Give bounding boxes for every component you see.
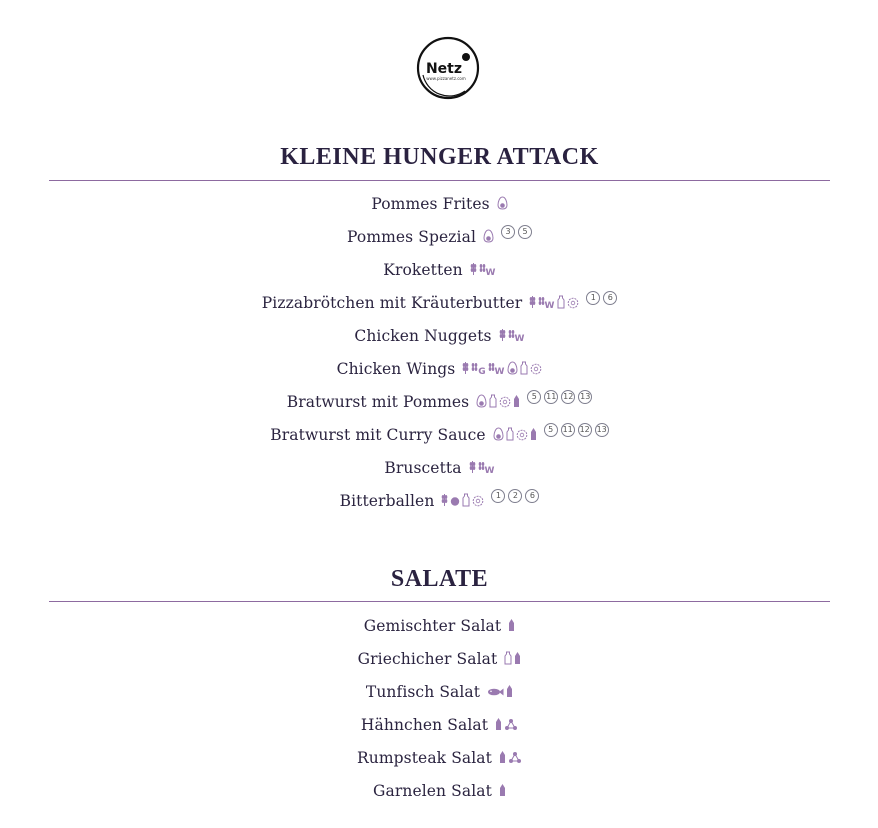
- wheat-icon: [470, 262, 477, 276]
- wheat-icon: [441, 493, 448, 507]
- allergen-icons: [499, 750, 522, 764]
- additive-numbers: [541, 427, 609, 441]
- menu-item-name: Bratwurst mit Curry Sauce: [270, 425, 486, 444]
- wheat-icon: [469, 460, 476, 474]
- menu-item[interactable]: [49, 774, 830, 807]
- additive-number-badge: 6: [525, 489, 539, 503]
- allergen-icons: [499, 783, 506, 797]
- additive-number-badge: 6: [603, 291, 617, 305]
- restaurant-logo[interactable]: [415, 35, 481, 101]
- allergen-icons: [487, 684, 513, 698]
- wheat-w-icon: [538, 295, 555, 309]
- menu-item[interactable]: [49, 418, 830, 451]
- logo-graphic: [415, 35, 481, 101]
- additive-number-badge: 1: [491, 489, 505, 503]
- wheat-w-icon: [478, 460, 495, 474]
- menu-item[interactable]: [49, 253, 830, 286]
- allergen-icons: [441, 493, 539, 507]
- section-title-salate: SALATE: [390, 566, 489, 592]
- allergen-icons: [470, 262, 496, 276]
- wheat-w-icon: [508, 328, 525, 342]
- additive-number-badge: 1: [586, 291, 600, 305]
- allergen-icons: [508, 618, 515, 632]
- egg-icon: [530, 361, 542, 375]
- section-divider: [49, 601, 830, 602]
- bottle-icon: [557, 295, 565, 309]
- menu-item-name: Chicken Wings: [336, 359, 456, 378]
- additive-number-badge: 11: [561, 423, 575, 437]
- celery-icon: [506, 684, 513, 698]
- svg-text:W: W: [485, 267, 496, 276]
- menu-item-name: Griechicher Salat: [357, 649, 498, 668]
- menu-item[interactable]: [49, 708, 830, 741]
- bottle-icon: [520, 361, 528, 375]
- celery-icon: [514, 651, 521, 665]
- menu-item-name: Pizzabrötchen mit Kräuterbutter: [261, 293, 523, 312]
- additive-number-badge: 11: [544, 390, 558, 404]
- allergen-icons: [462, 361, 542, 375]
- wheat-g-icon: [471, 361, 486, 375]
- menu-item[interactable]: [49, 187, 830, 220]
- allergen-icons: [469, 460, 495, 474]
- menu-item[interactable]: [49, 319, 830, 352]
- additive-numbers: [583, 295, 617, 309]
- additive-number-badge: 5: [527, 390, 541, 404]
- section-divider: [49, 180, 830, 181]
- allergen-icons: [499, 328, 525, 342]
- additive-numbers: [524, 394, 592, 408]
- allergen-icons: [504, 651, 521, 665]
- menu-item-name: Pommes Frites: [371, 194, 490, 213]
- avocado-icon: [476, 394, 487, 408]
- avocado-icon: [497, 196, 508, 210]
- menu-item[interactable]: [49, 609, 830, 642]
- menu-item-name: Gemischter Salat: [363, 616, 502, 635]
- additive-number-badge: 12: [561, 390, 575, 404]
- molecule-icon: [504, 717, 518, 731]
- additive-number-badge: 13: [578, 390, 592, 404]
- additive-number-badge: 12: [578, 423, 592, 437]
- allergen-icons: [497, 196, 508, 210]
- avocado-icon: [493, 427, 504, 441]
- celery-icon: [530, 427, 537, 441]
- wheat-w-icon: [479, 262, 496, 276]
- logo-text: Netz: [425, 61, 463, 77]
- menu-item[interactable]: [49, 220, 830, 253]
- menu-item-name: Rumpsteak Salat: [357, 748, 492, 767]
- avocado-icon: [483, 229, 494, 243]
- bottle-icon: [504, 651, 512, 665]
- svg-text:W: W: [494, 366, 505, 375]
- celery-icon: [495, 717, 502, 731]
- logo-subtext: www.pizzanetz.com: [426, 76, 466, 81]
- additive-number-badge: 2: [508, 489, 522, 503]
- celery-icon: [513, 394, 520, 408]
- additive-numbers: [488, 493, 539, 507]
- menu-item[interactable]: [49, 286, 830, 319]
- allergen-icons: [476, 394, 592, 408]
- additive-numbers: [498, 229, 532, 243]
- celery-icon: [499, 750, 506, 764]
- menu-item[interactable]: [49, 385, 830, 418]
- allergen-icons: [495, 717, 518, 731]
- menu-item-name: Garnelen Salat: [373, 781, 492, 800]
- menu-item-name: Pommes Spezial: [346, 227, 477, 246]
- fish-icon: [487, 684, 504, 698]
- egg-icon: [516, 427, 528, 441]
- svg-text:G: G: [478, 366, 487, 375]
- egg-icon: [499, 394, 511, 408]
- bottle-icon: [489, 394, 497, 408]
- menu-item-name: Kroketten: [383, 260, 463, 279]
- menu-item-name: Tunfisch Salat: [365, 682, 481, 701]
- bottle-icon: [506, 427, 514, 441]
- menu-item-name: Bruscetta: [384, 458, 462, 477]
- menu-item[interactable]: [49, 484, 830, 517]
- additive-number-badge: 5: [544, 423, 558, 437]
- svg-text:W: W: [544, 300, 555, 309]
- menu-list-kleine-hunger-attack: [49, 187, 830, 517]
- menu-item-name: Hähnchen Salat: [360, 715, 489, 734]
- menu-item-name: Bratwurst mit Pommes: [286, 392, 470, 411]
- additive-number-badge: 3: [501, 225, 515, 239]
- additive-number-badge: 13: [595, 423, 609, 437]
- menu-item[interactable]: [49, 352, 830, 385]
- menu-item[interactable]: [49, 741, 830, 774]
- menu-item[interactable]: [49, 642, 830, 675]
- egg-icon: [567, 295, 579, 309]
- section-title-kleine-hunger-attack: KLEINE HUNGER ATTACK: [280, 144, 599, 170]
- allergen-icons: [483, 229, 532, 243]
- egg-icon: [472, 493, 484, 507]
- wheat-icon: [499, 328, 506, 342]
- menu-item-name: Bitterballen: [339, 491, 435, 510]
- nut-icon: [450, 493, 460, 507]
- celery-icon: [508, 618, 515, 632]
- svg-text:W: W: [484, 465, 495, 474]
- menu-item[interactable]: [49, 675, 830, 708]
- wheat-icon: [462, 361, 469, 375]
- menu-item-name: Chicken Nuggets: [354, 326, 492, 345]
- wheat-icon: [529, 295, 536, 309]
- menu-item[interactable]: [49, 451, 830, 484]
- bottle-icon: [462, 493, 470, 507]
- allergen-icons: [493, 427, 609, 441]
- celery-icon: [499, 783, 506, 797]
- svg-text:W: W: [514, 333, 525, 342]
- additive-number-badge: 5: [518, 225, 532, 239]
- allergen-icons: [529, 295, 617, 309]
- molecule-icon: [508, 750, 522, 764]
- avocado-icon: [507, 361, 518, 375]
- menu-list-salate: [49, 609, 830, 807]
- wheat-w-icon: [488, 361, 505, 375]
